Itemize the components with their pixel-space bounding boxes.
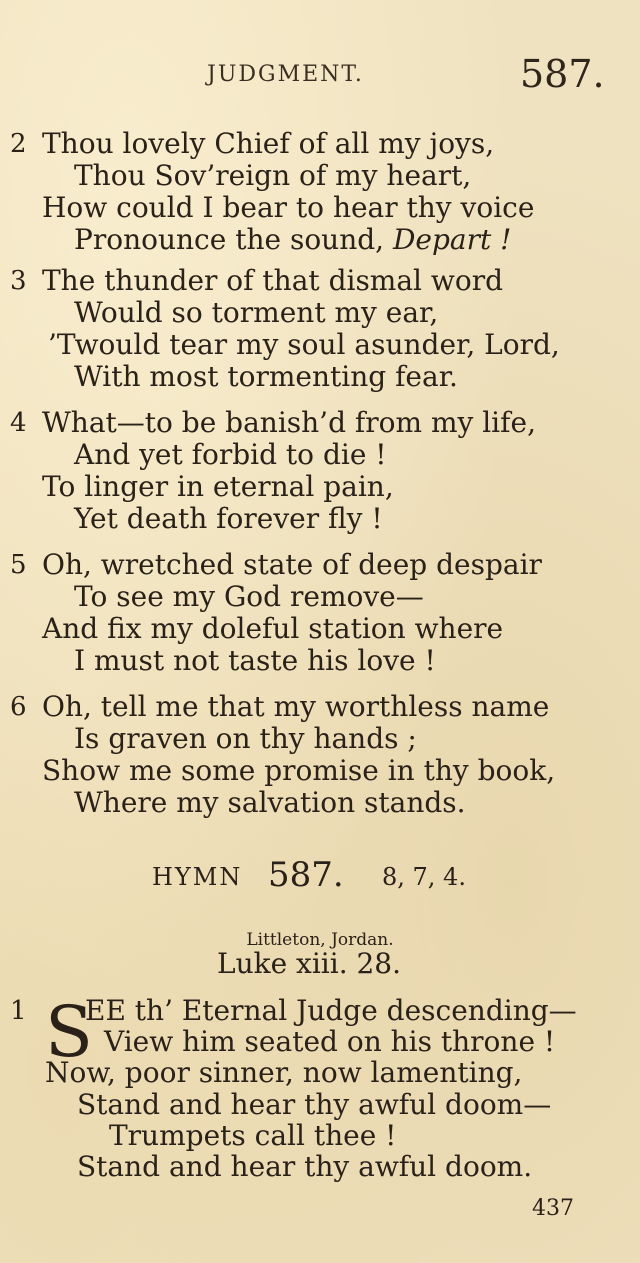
verse-line: Is graven on thy hands ;	[74, 722, 417, 755]
stanza-number: 2	[10, 129, 27, 159]
verse-line: ’Twould tear my soul asunder, Lord,	[48, 328, 560, 361]
verse-line: Stand and hear thy awful doom.	[77, 1150, 533, 1183]
verse-line: How could I bear to hear thy voice	[42, 191, 535, 224]
verse-line: Trumpets call thee !	[109, 1119, 397, 1152]
hymn-meter: 8, 7, 4.	[382, 863, 466, 891]
verse-line: Yet death forever fly !	[74, 502, 383, 535]
verse-line: Stand and hear thy awful doom—	[77, 1088, 552, 1121]
verse-line: Show me some promise in thy book,	[42, 754, 556, 787]
tune-names: Littleton, Jordan.	[246, 930, 394, 950]
stanza-number: 6	[10, 692, 27, 722]
drop-cap: S	[45, 991, 93, 1073]
emphasis-word: Depart !	[392, 223, 512, 256]
page-header	[0, 52, 640, 96]
verse-line: Oh, tell me that my worthless name	[42, 690, 550, 723]
folio-number: 437	[532, 1196, 574, 1221]
page-number: 587.	[520, 52, 605, 96]
stanza-number: 1	[10, 996, 27, 1026]
verse-line: What—to be banish’d from my life,	[42, 406, 536, 439]
verse-line: The thunder of that dismal word	[42, 264, 504, 297]
verse-line: EE th’ Eternal Judge descending—	[85, 994, 577, 1027]
hymn-number: 587.	[268, 855, 344, 895]
hymn-label: HYMN	[152, 863, 243, 891]
verse-line: Where my salvation stands.	[74, 786, 466, 819]
verse-line	[74, 224, 511, 256]
verse-line: View him seated on his throne !	[104, 1025, 556, 1058]
verse-line: Thou lovely Chief of all my joys,	[42, 127, 495, 160]
verse-line: And yet forbid to die !	[74, 438, 387, 471]
verse-line: With most tormenting fear.	[74, 360, 458, 393]
verse-line: Oh, wretched state of deep despair	[42, 548, 542, 581]
stanza-number: 5	[10, 550, 27, 580]
verse-line: To see my God remove—	[74, 580, 424, 613]
running-head: JUDGMENT.	[207, 62, 364, 87]
stanza-number: 3	[10, 266, 27, 296]
verse-line: Would so torment my ear,	[74, 296, 439, 329]
verse-line: Now, poor sinner, now lamenting,	[45, 1056, 523, 1089]
verse-line: And fix my doleful station where	[42, 612, 504, 645]
stanza-number: 4	[10, 408, 27, 438]
verse-line-text: Pronounce the sound,	[74, 223, 393, 256]
verse-line: I must not taste his love !	[74, 644, 436, 677]
verse-line: Thou Sov’reign of my heart,	[74, 159, 472, 192]
hymn-heading	[152, 855, 572, 895]
scripture-reference: Luke xiii. 28.	[216, 947, 402, 980]
verse-line: To linger in eternal pain,	[42, 470, 394, 503]
